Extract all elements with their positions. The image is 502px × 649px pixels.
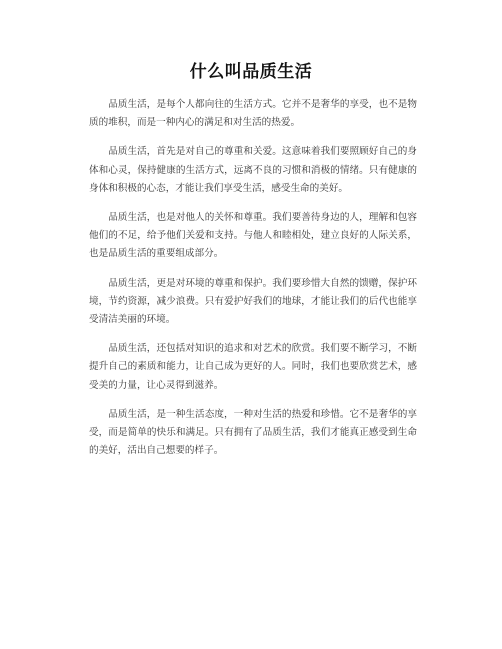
paragraph-1: 品质生活，是每个人都向往的生活方式。它并不是奢华的享受，也不是物质的堆积，而是一种内心的满足和对生活的热爱。 [89, 99, 417, 129]
document-title: 什么叫品质生活 [189, 62, 313, 82]
document-body [89, 96, 417, 471]
paragraph-2: 品质生活，首先是对自己的尊重和关爱。这意味着我们要照顾好自己的身体和心灵，保持健康的生活方式，远离不良的习惯和消极的情绪。只有健康的身体和积极的心态，才能让我们享受生活，感受生命的美好。 [89, 146, 417, 194]
paragraph-6: 品质生活，是一种生活态度，一种对生活的热爱和珍惜。它不是奢华的享受，而是简单的快乐和满足。只有拥有了品质生活，我们才能真正感受到生命的美好，活出自己想要的样子。 [89, 408, 417, 457]
paragraph-4: 品质生活，更是对环境的尊重和保护。我们要珍惜大自然的馈赠，保护环境，节约资源，减少浪费。只有爱护好我们的地球，才能让我们的后代也能享受清洁美丽的环境。 [89, 277, 417, 326]
paragraph-5: 品质生活，还包括对知识的追求和对艺术的欣赏。我们要不断学习，不断提升自己的素质和能力，让自己成为更好的人。同时，我们也要欣赏艺术，感受美的力量，让心灵得到滋养。 [89, 343, 417, 391]
paragraph-3: 品质生活，也是对他人的关怀和尊重。我们要善待身边的人，理解和包容他们的不足，给予他们关爱和支持。与他人和睦相处，建立良好的人际关系，也是品质生活的重要组成部分。 [89, 212, 417, 260]
